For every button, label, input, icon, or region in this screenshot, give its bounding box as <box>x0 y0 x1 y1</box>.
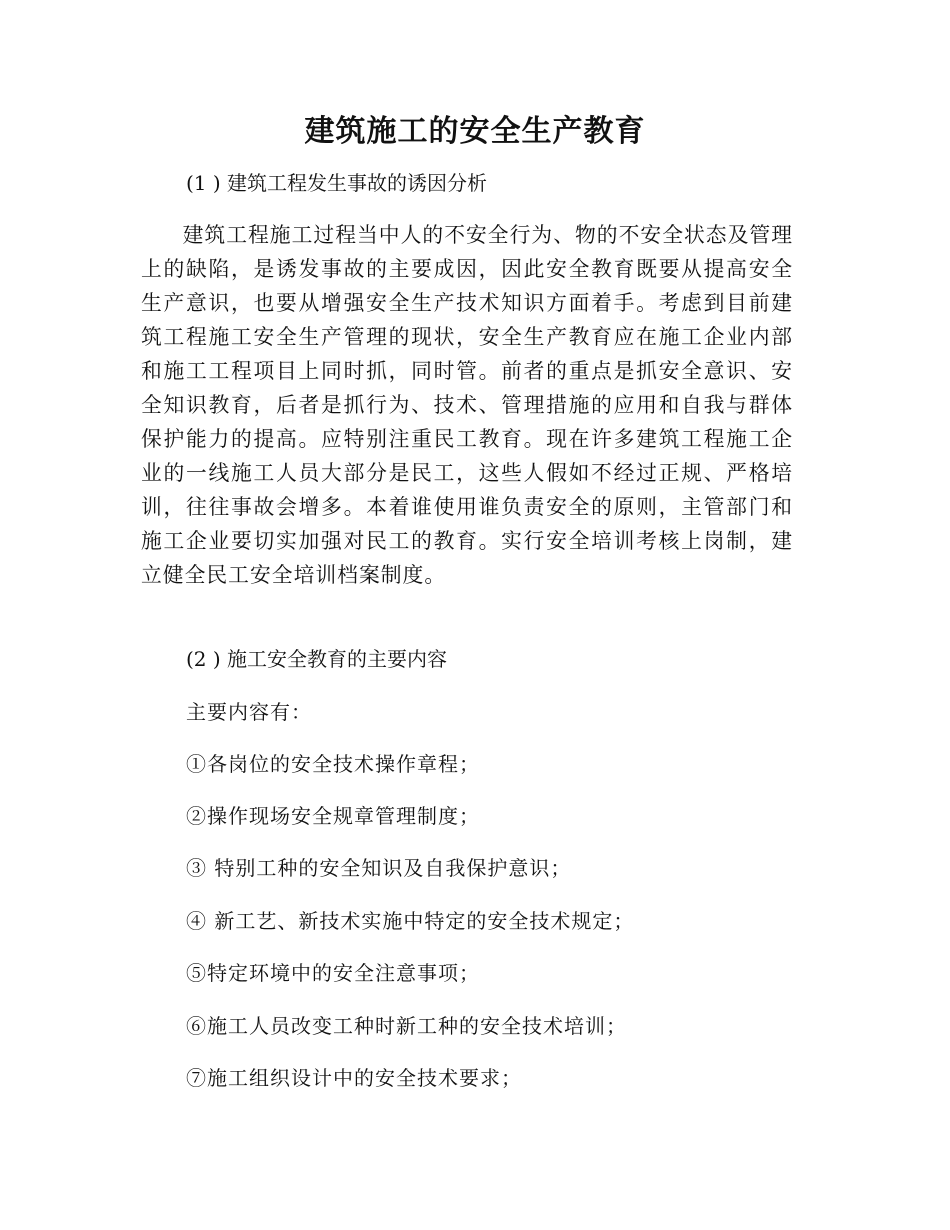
list-item-4: ④ 新工艺、新技术实施中特定的安全技术规定； <box>186 909 635 933</box>
document-title: 建筑施工的安全生产教育 <box>304 114 646 149</box>
section-1-heading: (1 ) 建筑工程发生事故的诱因分析 <box>186 171 488 195</box>
section-2-heading: (2 ) 施工安全教育的主要内容 <box>186 647 448 671</box>
section-1-paragraph: 建筑工程施工过程当中人的不安全行为、物的不安全状态及管理上的缺陷，是诱发事故的主要成因，因此安全教育既要从提高安全生产意识，也要从增强安全生产技术知识方面着手。考虑到目前建筑工程施工安全生产管理的现状，安全生产教育应在施工企业内部和施工工程项目上同时抓，同时管。前者的重点是抓安全意识、安全知识教育，后者是抓行为、技术、管理措施的应用和自我与群体保护能力的提高。应特别注重民工教育。现在许多建筑工程施工企业的一线施工人员大部分是民工，这些人假如不经过正规、严格培训，往往事故会增多。本着谁使用谁负责安全的原则，主管部门和施工企业要切实加强对民工的教育。实行安全培训考核上岗制，建立健全民工安全培训档案制度。 <box>141 223 793 587</box>
list-item-3: ③ 特别工种的安全知识及自我保护意识； <box>186 856 572 880</box>
list-item-5: ⑤特定环境中的安全注意事项； <box>186 961 480 985</box>
list-item-7: ⑦施工组织设计中的安全技术要求； <box>186 1066 522 1090</box>
section-2-intro: 主要内容有： <box>186 700 312 724</box>
list-item-1: ①各岗位的安全技术操作章程； <box>186 752 480 776</box>
list-item-2: ②操作现场安全规章管理制度； <box>186 804 480 828</box>
list-item-6: ⑥施工人员改变工种时新工种的安全技术培训； <box>186 1014 627 1038</box>
